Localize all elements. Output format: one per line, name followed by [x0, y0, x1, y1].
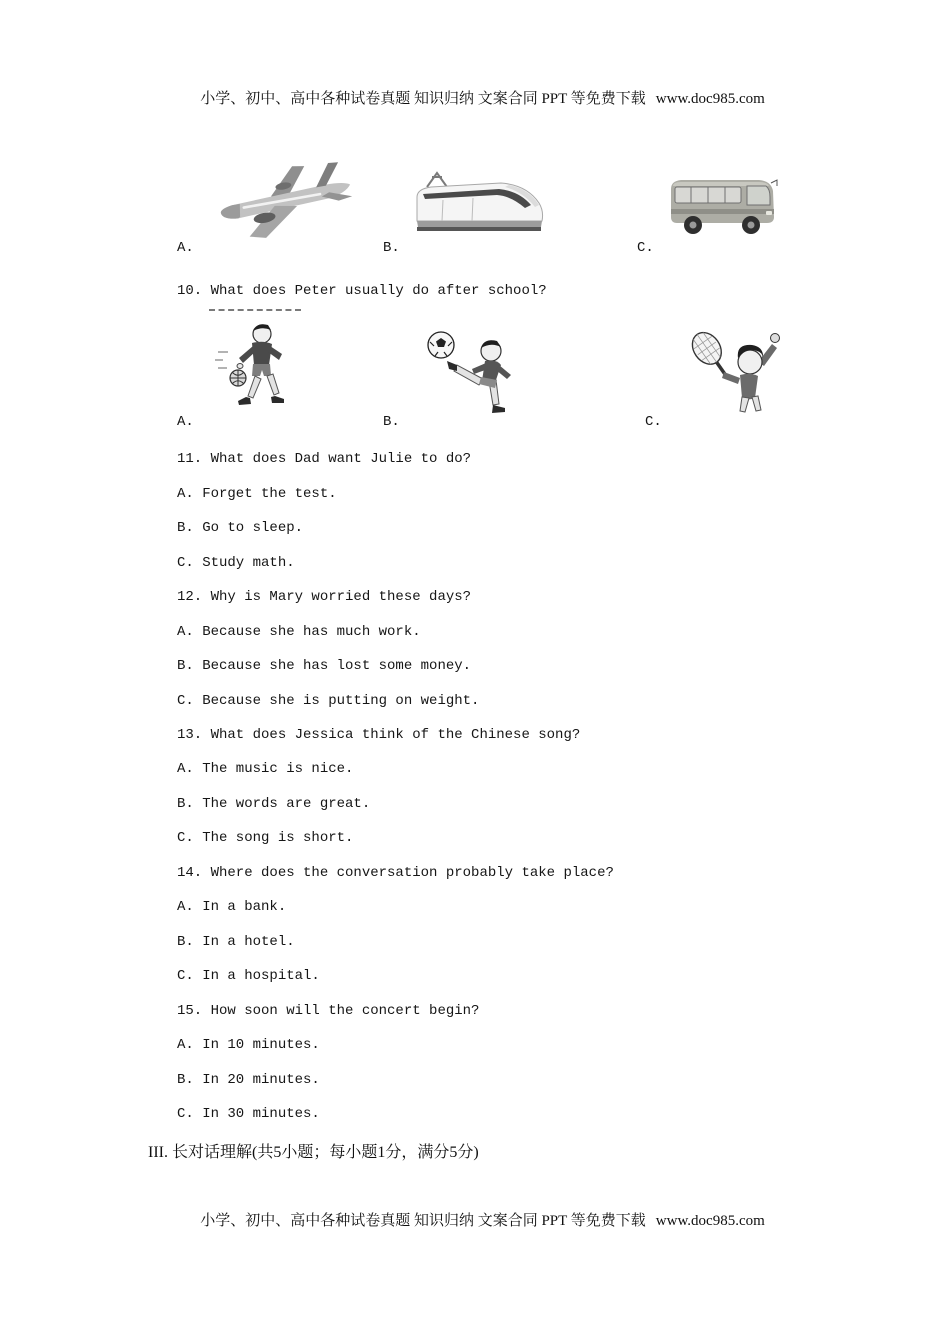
question-13-text: 13. What does Jessica think of the Chinese song?	[177, 727, 581, 743]
question-13-option-c: C. The song is short.	[177, 830, 354, 846]
boy-playing-soccer-icon	[413, 325, 548, 420]
watermark-url: www.doc985.com	[655, 1213, 765, 1229]
question-14-text: 14. Where does the conversation probably take place?	[177, 865, 614, 881]
question-15-option-a: A. In 10 minutes.	[177, 1037, 320, 1053]
question-12-option-c: C. Because she is putting on weight.	[177, 693, 480, 709]
question-15-text: 15. How soon will the concert begin?	[177, 1003, 480, 1019]
question-15-option-c: C. In 30 minutes.	[177, 1106, 320, 1122]
option-label-c: C.	[645, 414, 662, 430]
figure-option-b-soccer	[413, 325, 548, 420]
figure-option-c-tennis	[678, 320, 796, 420]
question-12-option-a: A. Because she has much work.	[177, 624, 421, 640]
header-watermark	[0, 70, 950, 125]
scan-artifact-dashes	[209, 309, 301, 311]
question-12-text: 12. Why is Mary worried these days?	[177, 589, 472, 605]
question-11-option-b: B. Go to sleep.	[177, 520, 304, 536]
question-13-option-a: A. The music is nice.	[177, 761, 354, 777]
question-11-option-c: C. Study math.	[177, 555, 295, 571]
high-speed-train-icon	[413, 163, 548, 241]
watermark-text: 小学、初中、高中各种试卷真题 知识归纳 文案合同 PPT 等免费下载	[200, 1213, 646, 1229]
option-label-b: B.	[383, 240, 400, 256]
question-14-option-b: B. In a hotel.	[177, 934, 295, 950]
airplane-icon	[210, 156, 360, 244]
option-label-a: A.	[177, 414, 194, 430]
footer-watermark	[0, 1192, 950, 1247]
question-15-option-b: B. In 20 minutes.	[177, 1072, 320, 1088]
figure-option-b-train	[413, 163, 548, 241]
question-12-option-b: B. Because she has lost some money.	[177, 658, 472, 674]
option-label-c: C.	[637, 240, 654, 256]
watermark-url: www.doc985.com	[655, 91, 765, 107]
question-10-text: 10. What does Peter usually do after school?	[177, 283, 547, 299]
bus-icon	[663, 167, 781, 243]
question-13-option-b: B. The words are great.	[177, 796, 371, 812]
figure-option-a-airplane	[210, 156, 360, 244]
question-14-option-a: A. In a bank.	[177, 899, 287, 915]
option-label-b: B.	[383, 414, 400, 430]
section-iii-heading: III. 长对话理解(共5小题；每小题1分，满分5分)	[148, 1144, 479, 1161]
option-label-a: A.	[177, 240, 194, 256]
watermark-text: 小学、初中、高中各种试卷真题 知识归纳 文案合同 PPT 等免费下载	[200, 91, 646, 107]
boy-playing-basketball-icon	[212, 318, 307, 418]
question-11-option-a: A. Forget the test.	[177, 486, 337, 502]
question-11-text: 11. What does Dad want Julie to do?	[177, 451, 472, 467]
boy-playing-tennis-icon	[678, 320, 796, 420]
figure-option-c-bus	[663, 167, 781, 243]
question-14-option-c: C. In a hospital.	[177, 968, 320, 984]
figure-option-a-basketball	[212, 318, 307, 418]
